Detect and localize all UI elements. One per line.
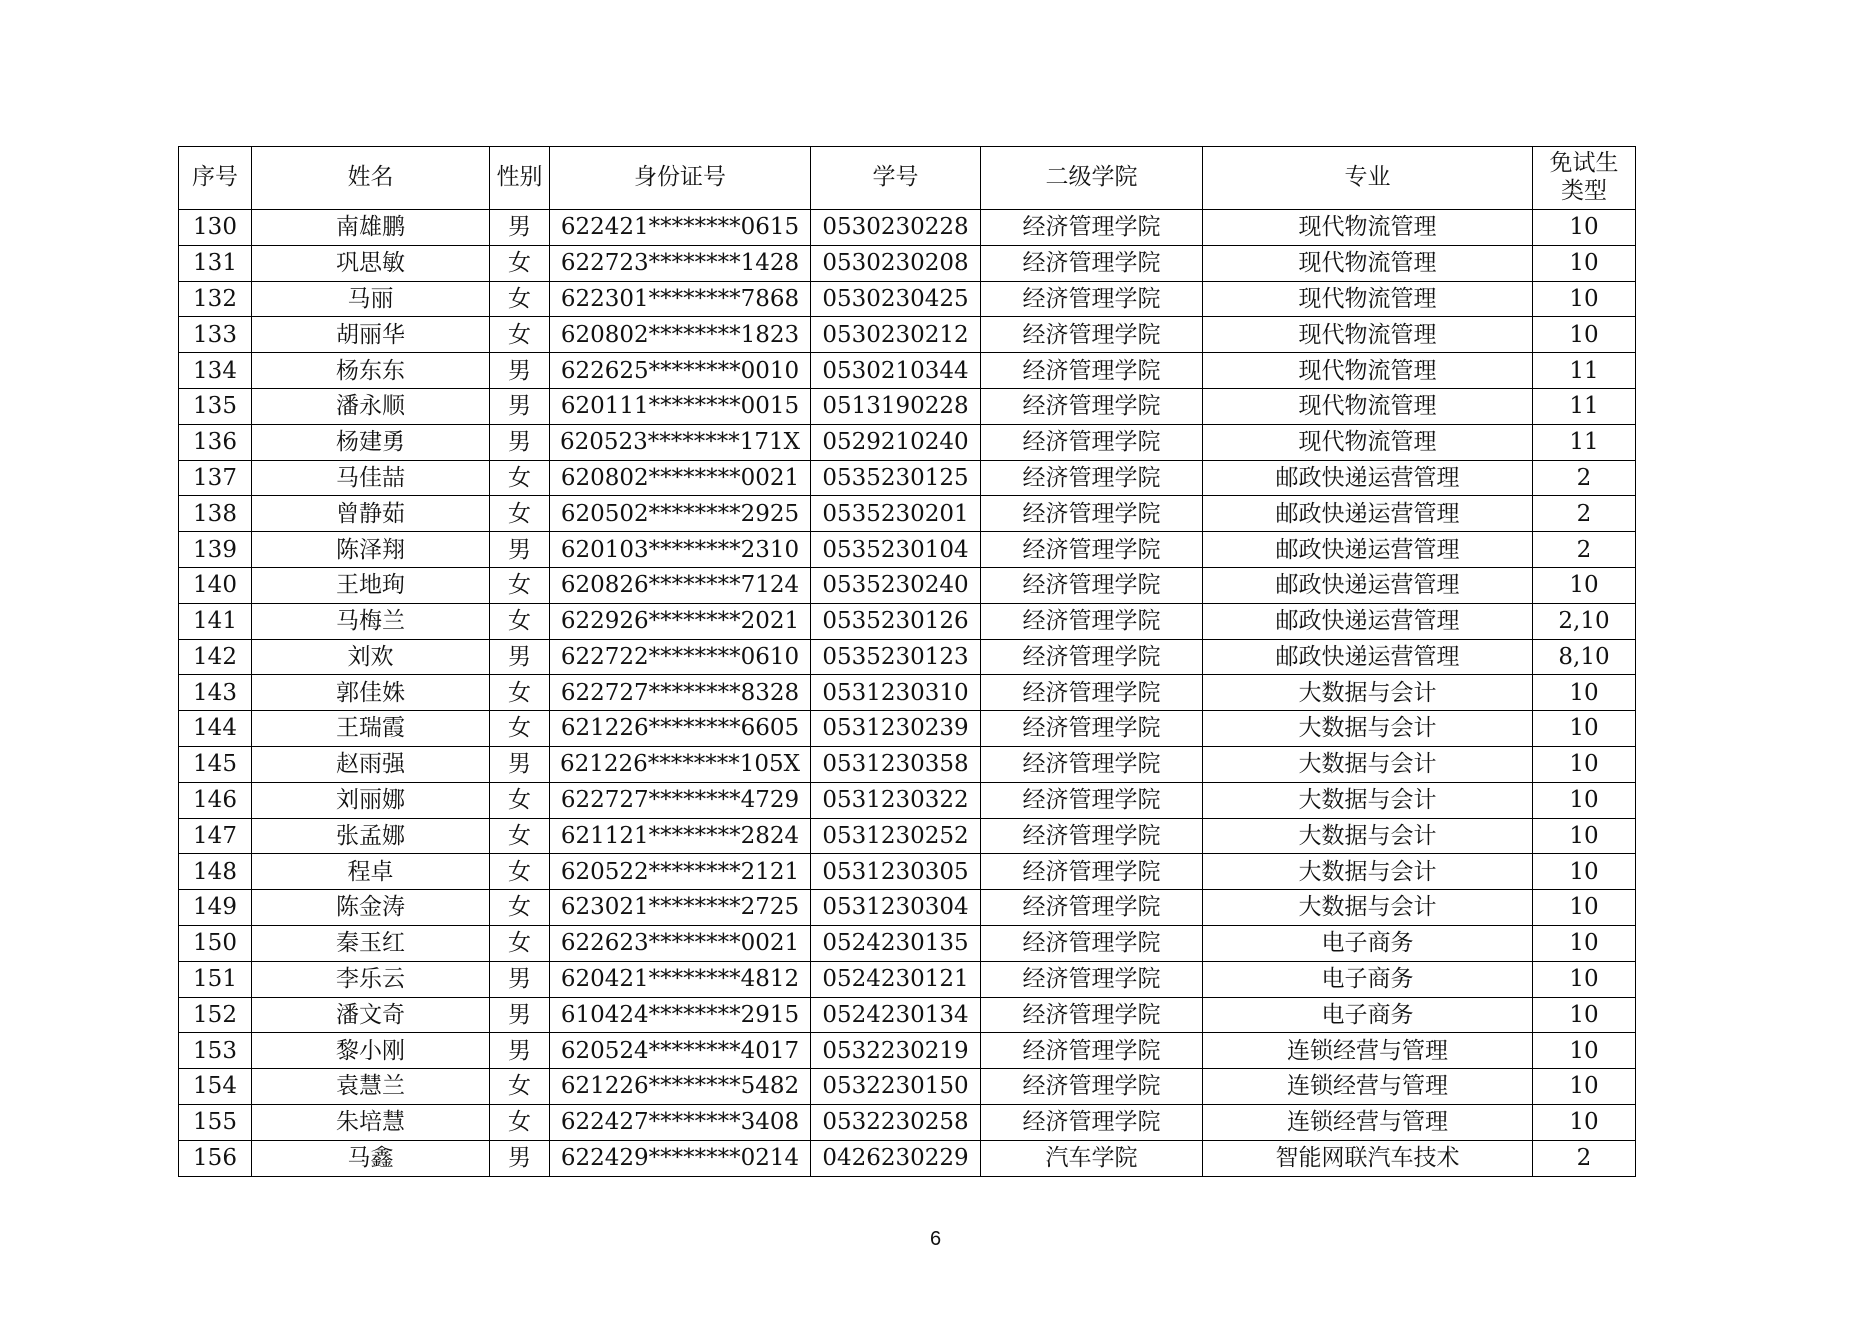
header-gender: 性别: [490, 147, 550, 210]
cell-student-number: 0531230322: [811, 782, 981, 818]
cell-major: 现代物流管理: [1203, 353, 1533, 389]
cell-gender: 男: [490, 1140, 550, 1176]
cell-student-number: 0532230258: [811, 1104, 981, 1140]
cell-major: 大数据与会计: [1203, 890, 1533, 926]
cell-exempt-type: 2: [1533, 460, 1636, 496]
cell-seq: 133: [179, 317, 252, 353]
cell-gender: 女: [490, 890, 550, 926]
cell-major: 大数据与会计: [1203, 711, 1533, 747]
cell-id-number: 620826********7124: [550, 567, 811, 603]
cell-gender: 女: [490, 818, 550, 854]
cell-id-number: 622623********0021: [550, 925, 811, 961]
cell-id-number: 622722********0610: [550, 639, 811, 675]
table-row: [179, 603, 1636, 639]
cell-exempt-type: 11: [1533, 353, 1636, 389]
page-number: 6: [929, 1228, 942, 1250]
cell-major: 邮政快递运营管理: [1203, 460, 1533, 496]
cell-student-number: 0531230305: [811, 854, 981, 890]
cell-seq: 150: [179, 925, 252, 961]
cell-exempt-type: 10: [1533, 782, 1636, 818]
cell-id-number: 622421********0615: [550, 210, 811, 246]
table-row: [179, 388, 1636, 424]
table-row: [179, 245, 1636, 281]
cell-college: 经济管理学院: [981, 245, 1203, 281]
cell-seq: 135: [179, 388, 252, 424]
cell-college: 经济管理学院: [981, 496, 1203, 532]
cell-id-number: 622429********0214: [550, 1140, 811, 1176]
cell-student-number: 0524230134: [811, 997, 981, 1033]
table-row: [179, 567, 1636, 603]
cell-name: 刘欢: [252, 639, 490, 675]
cell-id-number: 620103********2310: [550, 532, 811, 568]
cell-exempt-type: 2: [1533, 496, 1636, 532]
cell-name: 潘永顺: [252, 388, 490, 424]
cell-gender: 女: [490, 782, 550, 818]
cell-college: 经济管理学院: [981, 675, 1203, 711]
cell-id-number: 610424********2915: [550, 997, 811, 1033]
cell-id-number: 620524********4017: [550, 1033, 811, 1069]
cell-college: 经济管理学院: [981, 1033, 1203, 1069]
cell-seq: 134: [179, 353, 252, 389]
cell-id-number: 620802********1823: [550, 317, 811, 353]
cell-exempt-type: 11: [1533, 424, 1636, 460]
cell-major: 大数据与会计: [1203, 675, 1533, 711]
header-seq: 序号: [179, 147, 252, 210]
cell-name: 南雄鹏: [252, 210, 490, 246]
cell-gender: 男: [490, 961, 550, 997]
cell-exempt-type: 2: [1533, 1140, 1636, 1176]
cell-college: 经济管理学院: [981, 353, 1203, 389]
cell-name: 马丽: [252, 281, 490, 317]
cell-name: 杨建勇: [252, 424, 490, 460]
cell-major: 邮政快递运营管理: [1203, 567, 1533, 603]
cell-student-number: 0513190228: [811, 388, 981, 424]
cell-major: 连锁经营与管理: [1203, 1069, 1533, 1105]
cell-exempt-type: 8,10: [1533, 639, 1636, 675]
cell-seq: 151: [179, 961, 252, 997]
cell-exempt-type: 10: [1533, 281, 1636, 317]
cell-college: 经济管理学院: [981, 854, 1203, 890]
cell-student-number: 0529210240: [811, 424, 981, 460]
roster-body: [179, 210, 1636, 1177]
cell-gender: 女: [490, 567, 550, 603]
cell-id-number: 620523********171X: [550, 424, 811, 460]
cell-exempt-type: 10: [1533, 854, 1636, 890]
table-row: [179, 997, 1636, 1033]
student-roster-table: [178, 146, 1636, 1177]
cell-student-number: 0535230240: [811, 567, 981, 603]
cell-name: 马梅兰: [252, 603, 490, 639]
cell-id-number: 621226********105X: [550, 746, 811, 782]
cell-major: 大数据与会计: [1203, 854, 1533, 890]
cell-gender: 女: [490, 675, 550, 711]
cell-gender: 男: [490, 424, 550, 460]
cell-student-number: 0535230201: [811, 496, 981, 532]
cell-seq: 142: [179, 639, 252, 675]
cell-college: 经济管理学院: [981, 961, 1203, 997]
cell-gender: 女: [490, 603, 550, 639]
cell-name: 李乐云: [252, 961, 490, 997]
cell-gender: 女: [490, 496, 550, 532]
cell-major: 现代物流管理: [1203, 424, 1533, 460]
cell-gender: 男: [490, 532, 550, 568]
cell-seq: 146: [179, 782, 252, 818]
cell-id-number: 622723********1428: [550, 245, 811, 281]
cell-exempt-type: 10: [1533, 317, 1636, 353]
cell-student-number: 0530230425: [811, 281, 981, 317]
cell-student-number: 0531230239: [811, 711, 981, 747]
cell-gender: 女: [490, 317, 550, 353]
cell-name: 秦玉红: [252, 925, 490, 961]
cell-student-number: 0530230208: [811, 245, 981, 281]
cell-id-number: 622926********2021: [550, 603, 811, 639]
cell-name: 陈金涛: [252, 890, 490, 926]
cell-student-number: 0530230228: [811, 210, 981, 246]
cell-major: 邮政快递运营管理: [1203, 603, 1533, 639]
cell-student-number: 0531230358: [811, 746, 981, 782]
table-row: [179, 1140, 1636, 1176]
table-row: [179, 782, 1636, 818]
cell-student-number: 0535230104: [811, 532, 981, 568]
table-row: [179, 532, 1636, 568]
cell-exempt-type: 2: [1533, 532, 1636, 568]
cell-exempt-type: 10: [1533, 961, 1636, 997]
cell-seq: 156: [179, 1140, 252, 1176]
cell-major: 邮政快递运营管理: [1203, 639, 1533, 675]
table-row: [179, 1069, 1636, 1105]
cell-major: 现代物流管理: [1203, 317, 1533, 353]
cell-seq: 147: [179, 818, 252, 854]
cell-college: 经济管理学院: [981, 890, 1203, 926]
table-row: [179, 711, 1636, 747]
cell-college: 经济管理学院: [981, 460, 1203, 496]
cell-student-number: 0524230121: [811, 961, 981, 997]
cell-college: 经济管理学院: [981, 532, 1203, 568]
table-row: [179, 675, 1636, 711]
cell-college: 经济管理学院: [981, 281, 1203, 317]
cell-name: 张孟娜: [252, 818, 490, 854]
table-row: [179, 961, 1636, 997]
cell-college: 经济管理学院: [981, 424, 1203, 460]
cell-gender: 男: [490, 210, 550, 246]
cell-name: 刘丽娜: [252, 782, 490, 818]
cell-seq: 154: [179, 1069, 252, 1105]
cell-seq: 138: [179, 496, 252, 532]
cell-gender: 男: [490, 388, 550, 424]
cell-name: 黎小刚: [252, 1033, 490, 1069]
table-row: [179, 746, 1636, 782]
cell-seq: 141: [179, 603, 252, 639]
cell-major: 大数据与会计: [1203, 818, 1533, 854]
cell-exempt-type: 2,10: [1533, 603, 1636, 639]
cell-name: 杨东东: [252, 353, 490, 389]
cell-id-number: 620111********0015: [550, 388, 811, 424]
cell-major: 现代物流管理: [1203, 210, 1533, 246]
cell-gender: 男: [490, 746, 550, 782]
cell-student-number: 0531230310: [811, 675, 981, 711]
cell-major: 现代物流管理: [1203, 245, 1533, 281]
header-row: [179, 147, 1636, 210]
cell-college: 经济管理学院: [981, 818, 1203, 854]
cell-name: 马鑫: [252, 1140, 490, 1176]
cell-seq: 137: [179, 460, 252, 496]
cell-student-number: 0426230229: [811, 1140, 981, 1176]
cell-college: 经济管理学院: [981, 639, 1203, 675]
cell-exempt-type: 10: [1533, 925, 1636, 961]
table-row: [179, 496, 1636, 532]
cell-id-number: 622727********4729: [550, 782, 811, 818]
cell-name: 郭佳姝: [252, 675, 490, 711]
cell-exempt-type: 10: [1533, 997, 1636, 1033]
table-row: [179, 281, 1636, 317]
cell-college: 经济管理学院: [981, 567, 1203, 603]
cell-college: 经济管理学院: [981, 1069, 1203, 1105]
cell-id-number: 621121********2824: [550, 818, 811, 854]
table-row: [179, 890, 1636, 926]
cell-name: 陈泽翔: [252, 532, 490, 568]
cell-seq: 140: [179, 567, 252, 603]
cell-id-number: 622427********3408: [550, 1104, 811, 1140]
cell-major: 现代物流管理: [1203, 281, 1533, 317]
table-row: [179, 854, 1636, 890]
cell-student-number: 0531230252: [811, 818, 981, 854]
cell-exempt-type: 10: [1533, 1069, 1636, 1105]
cell-major: 现代物流管理: [1203, 388, 1533, 424]
table-row: [179, 460, 1636, 496]
cell-name: 王瑞霞: [252, 711, 490, 747]
cell-seq: 149: [179, 890, 252, 926]
cell-name: 曾静茹: [252, 496, 490, 532]
cell-seq: 155: [179, 1104, 252, 1140]
cell-college: 经济管理学院: [981, 746, 1203, 782]
table-row: [179, 210, 1636, 246]
cell-student-number: 0535230125: [811, 460, 981, 496]
cell-gender: 女: [490, 711, 550, 747]
cell-college: 经济管理学院: [981, 782, 1203, 818]
cell-name: 程卓: [252, 854, 490, 890]
cell-major: 连锁经营与管理: [1203, 1033, 1533, 1069]
cell-major: 邮政快递运营管理: [1203, 532, 1533, 568]
cell-gender: 女: [490, 460, 550, 496]
table-row: [179, 1104, 1636, 1140]
header-college: 二级学院: [981, 147, 1203, 210]
table-row: [179, 353, 1636, 389]
cell-id-number: 622301********7868: [550, 281, 811, 317]
cell-major: 邮政快递运营管理: [1203, 496, 1533, 532]
cell-name: 王地珣: [252, 567, 490, 603]
cell-gender: 女: [490, 245, 550, 281]
cell-seq: 153: [179, 1033, 252, 1069]
cell-college: 经济管理学院: [981, 388, 1203, 424]
cell-exempt-type: 10: [1533, 245, 1636, 281]
cell-college: 汽车学院: [981, 1140, 1203, 1176]
cell-major: 连锁经营与管理: [1203, 1104, 1533, 1140]
cell-id-number: 622625********0010: [550, 353, 811, 389]
cell-gender: 女: [490, 1069, 550, 1105]
cell-gender: 男: [490, 639, 550, 675]
cell-exempt-type: 10: [1533, 818, 1636, 854]
table-row: [179, 424, 1636, 460]
cell-name: 巩思敏: [252, 245, 490, 281]
table-row: [179, 639, 1636, 675]
cell-major: 大数据与会计: [1203, 782, 1533, 818]
cell-id-number: 621226********5482: [550, 1069, 811, 1105]
cell-name: 朱培慧: [252, 1104, 490, 1140]
cell-student-number: 0535230123: [811, 639, 981, 675]
cell-exempt-type: 10: [1533, 210, 1636, 246]
cell-id-number: 620421********4812: [550, 961, 811, 997]
cell-gender: 女: [490, 854, 550, 890]
cell-college: 经济管理学院: [981, 925, 1203, 961]
cell-exempt-type: 10: [1533, 567, 1636, 603]
header-name: 姓名: [252, 147, 490, 210]
cell-seq: 148: [179, 854, 252, 890]
cell-college: 经济管理学院: [981, 1104, 1203, 1140]
cell-name: 胡丽华: [252, 317, 490, 353]
cell-college: 经济管理学院: [981, 210, 1203, 246]
cell-seq: 144: [179, 711, 252, 747]
cell-exempt-type: 10: [1533, 1033, 1636, 1069]
cell-gender: 男: [490, 353, 550, 389]
cell-name: 赵雨强: [252, 746, 490, 782]
cell-student-number: 0524230135: [811, 925, 981, 961]
cell-id-number: 620802********0021: [550, 460, 811, 496]
header-id-number: 身份证号: [550, 147, 811, 210]
cell-id-number: 620522********2121: [550, 854, 811, 890]
header-student-number: 学号: [811, 147, 981, 210]
cell-college: 经济管理学院: [981, 997, 1203, 1033]
cell-student-number: 0532230150: [811, 1069, 981, 1105]
cell-seq: 132: [179, 281, 252, 317]
cell-id-number: 621226********6605: [550, 711, 811, 747]
cell-student-number: 0530230212: [811, 317, 981, 353]
cell-student-number: 0535230126: [811, 603, 981, 639]
cell-name: 潘文奇: [252, 997, 490, 1033]
cell-student-number: 0530210344: [811, 353, 981, 389]
cell-major: 电子商务: [1203, 925, 1533, 961]
cell-seq: 136: [179, 424, 252, 460]
table-row: [179, 925, 1636, 961]
cell-seq: 145: [179, 746, 252, 782]
cell-id-number: 622727********8328: [550, 675, 811, 711]
cell-major: 大数据与会计: [1203, 746, 1533, 782]
table-row: [179, 317, 1636, 353]
header-exempt-type: 免试生类型: [1533, 147, 1636, 210]
cell-exempt-type: 10: [1533, 711, 1636, 747]
cell-college: 经济管理学院: [981, 603, 1203, 639]
cell-major: 智能网联汽车技术: [1203, 1140, 1533, 1176]
cell-seq: 152: [179, 997, 252, 1033]
cell-exempt-type: 10: [1533, 1104, 1636, 1140]
cell-college: 经济管理学院: [981, 317, 1203, 353]
cell-name: 袁慧兰: [252, 1069, 490, 1105]
table-row: [179, 818, 1636, 854]
cell-major: 电子商务: [1203, 997, 1533, 1033]
cell-exempt-type: 10: [1533, 890, 1636, 926]
cell-gender: 女: [490, 925, 550, 961]
cell-gender: 女: [490, 281, 550, 317]
cell-exempt-type: 10: [1533, 675, 1636, 711]
cell-gender: 女: [490, 1104, 550, 1140]
header-major: 专业: [1203, 147, 1533, 210]
cell-id-number: 623021********2725: [550, 890, 811, 926]
cell-seq: 143: [179, 675, 252, 711]
cell-gender: 男: [490, 1033, 550, 1069]
cell-exempt-type: 11: [1533, 388, 1636, 424]
cell-seq: 130: [179, 210, 252, 246]
cell-name: 马佳喆: [252, 460, 490, 496]
cell-seq: 139: [179, 532, 252, 568]
cell-exempt-type: 10: [1533, 746, 1636, 782]
cell-student-number: 0531230304: [811, 890, 981, 926]
cell-college: 经济管理学院: [981, 711, 1203, 747]
cell-gender: 男: [490, 997, 550, 1033]
cell-student-number: 0532230219: [811, 1033, 981, 1069]
table-row: [179, 1033, 1636, 1069]
cell-id-number: 620502********2925: [550, 496, 811, 532]
cell-seq: 131: [179, 245, 252, 281]
cell-major: 电子商务: [1203, 961, 1533, 997]
